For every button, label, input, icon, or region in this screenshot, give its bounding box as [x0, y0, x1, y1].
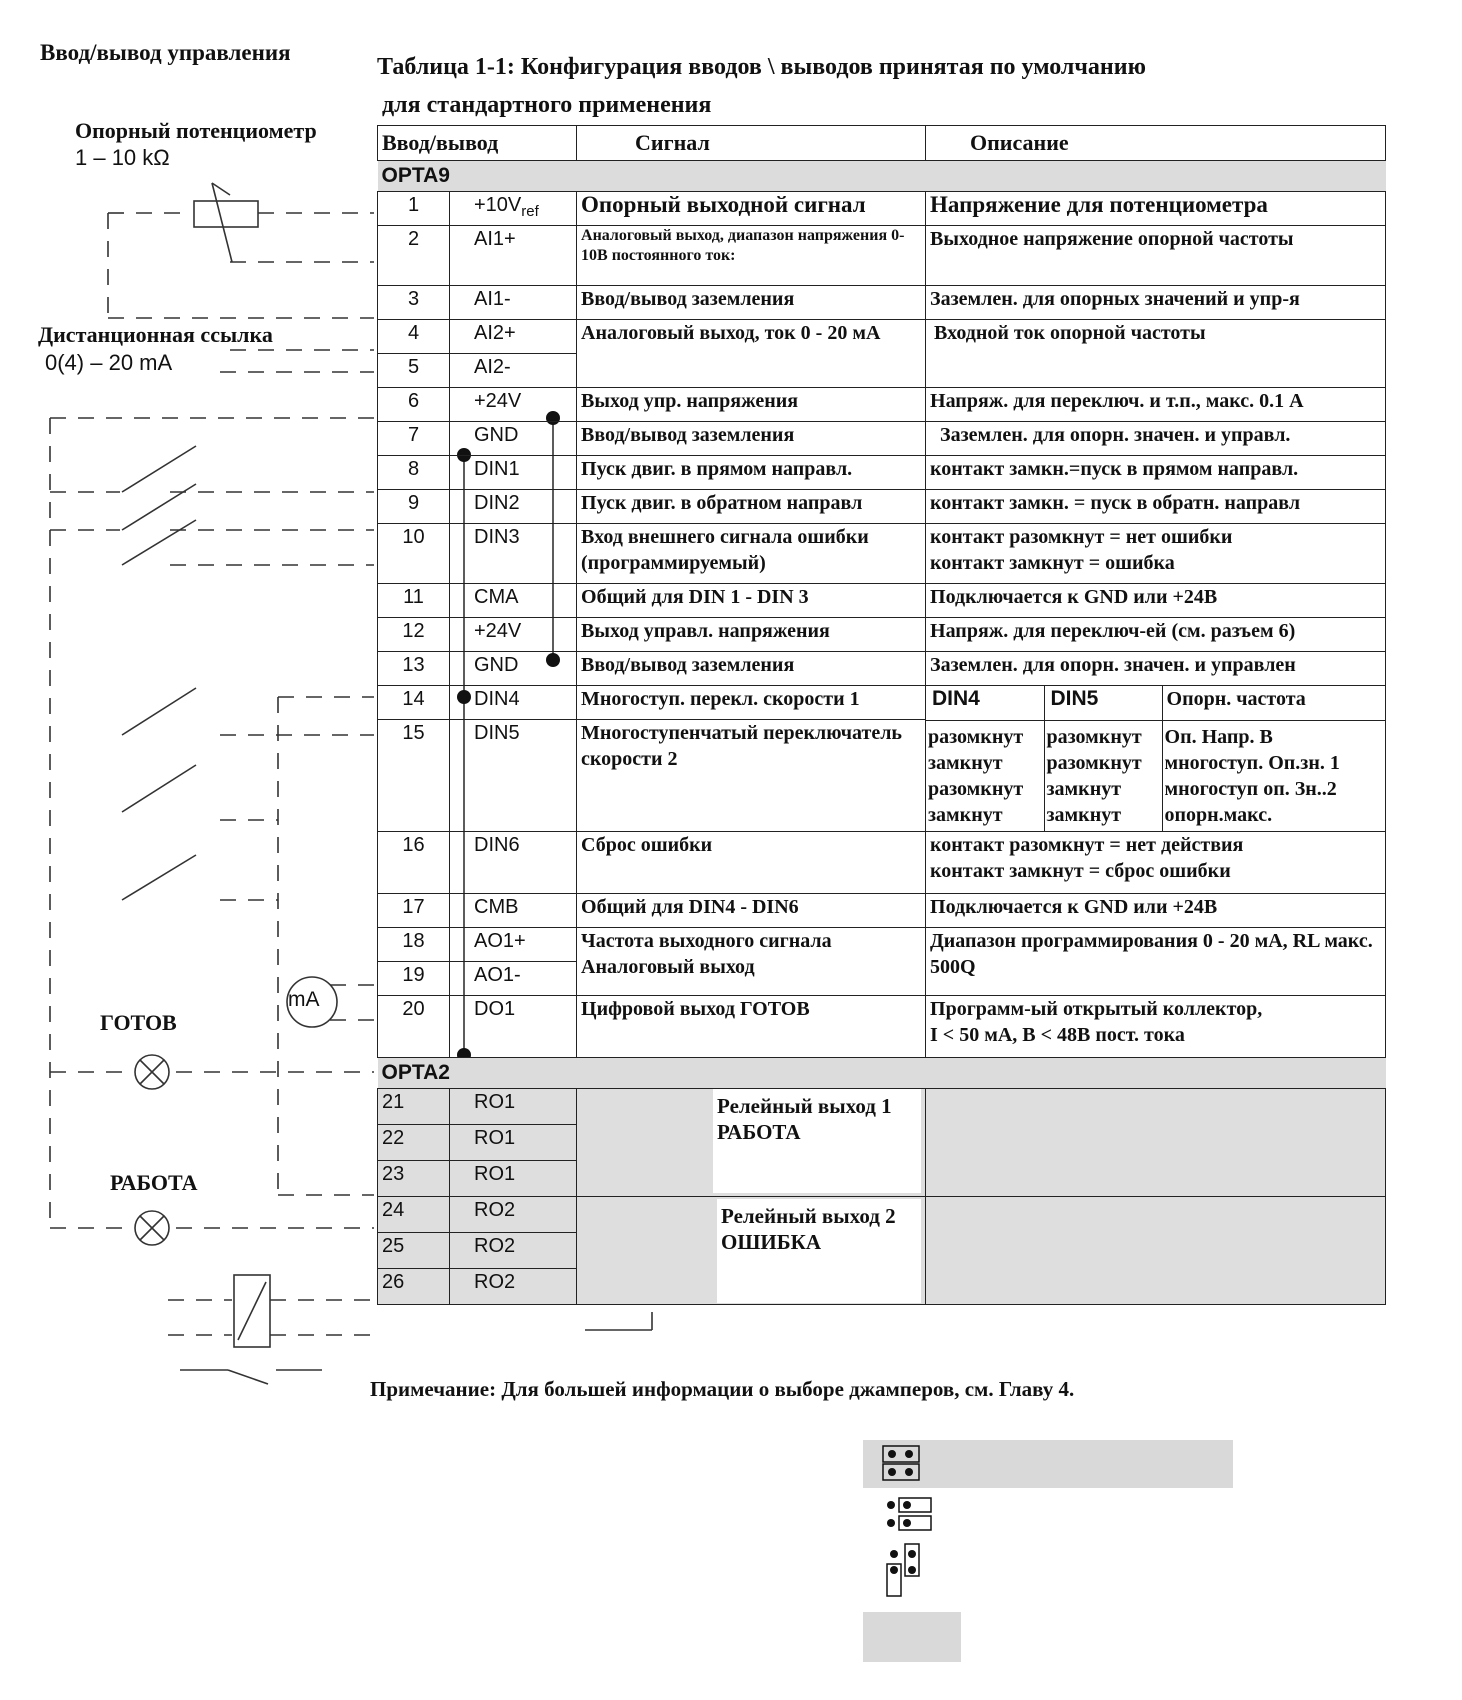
- section-heading: Ввод/вывод управления: [40, 40, 291, 65]
- jumper-horizontal-icon: [863, 1490, 933, 1538]
- table-row: 6 +24V Выход упр. напряжения Напряж. для переключ. и т.п., макс. 0.1 А: [378, 388, 1386, 422]
- table-row: 19 AO1-: [378, 962, 1386, 996]
- ready-label: ГОТОВ: [100, 1010, 177, 1035]
- potentiometer-label: Опорный потенциометр: [75, 118, 317, 143]
- table-row: 2 AI1+ Аналоговый выход, диапазон напряжения 0-10В постоянного ток: Выходное напряжение опорной частоты: [378, 226, 1386, 286]
- section-opta9: OPTA9: [378, 161, 1386, 192]
- table-row: 21 RO1 Релейный выход 1 РАБОТА: [378, 1089, 1386, 1125]
- jumper-legend-row: [863, 1540, 1233, 1600]
- table-row: 11 CMA Общий для DIN 1 - DIN 3 Подключается к GND или +24В: [378, 584, 1386, 618]
- jumper-legend-swatch: [863, 1612, 961, 1662]
- speed-table: DIN4 DIN5 Опорн. частота разомкнут замкнут разомкнут замкнут разомкнут разомкнут замкнут замкнут Оп. Напр. В многоступ. Оп.зн. 1 многоступ оп. Зн..2 опорн.макс.: [926, 686, 1385, 831]
- header-signal: Сигнал: [577, 126, 926, 161]
- relay-output-2: Релейный выход 2 ОШИБКА: [717, 1199, 921, 1303]
- table-row: 17 CMB Общий для DIN4 - DIN6 Подключается к GND или +24В: [378, 894, 1386, 928]
- table-row: 1 $+10V_{ref}$ Опорный выходной сигнал Напряжение для потенциометра: [378, 192, 1386, 226]
- table-row: 9 DIN2 Пуск двиг. в обратном направл контакт замкн. = пуск в обратн. направл: [378, 490, 1386, 524]
- relay-output-1: Релейный выход 1 РАБОТА: [713, 1089, 921, 1193]
- table-row: 10 DIN3 Вход внешнего сигнала ошибки (программируемый) контакт разомкнут = нет ошибки контакт замкнут = ошибка: [378, 524, 1386, 584]
- table-row: 12 +24V Выход управл. напряжения Напряж. для переключ-ей (см. разъем 6): [378, 618, 1386, 652]
- table-row: 18 AO1+ Частота выходного сигнала Аналоговый выход Диапазон программирования 0 - 20 мА, RL макс. 500Q: [378, 928, 1386, 962]
- table-row: 25 RO2: [378, 1233, 1386, 1269]
- table-row: 23 RO1: [378, 1161, 1386, 1197]
- table-row: 16 DIN6 Сброс ошибки контакт разомкнут = нет действия контакт замкнут = сброс ошибки: [378, 832, 1386, 894]
- jumper-vertical-icon: [863, 1540, 933, 1600]
- table-subtitle: для стандартного применения: [382, 92, 712, 118]
- remote-value: 0(4) – 20 mA: [45, 350, 173, 375]
- potentiometer-value: 1 – 10 kΩ: [75, 145, 170, 170]
- table-row: 22 RO1: [378, 1125, 1386, 1161]
- table-title: Таблица 1-1: Конфигурация вводов \ выводов принятая по умолчанию: [377, 54, 1146, 80]
- table-row: 5 AI2-: [378, 354, 1386, 388]
- io-table: [377, 125, 1386, 1305]
- header-io: Ввод/вывод: [378, 126, 577, 161]
- meter-label: mA: [288, 988, 320, 1011]
- jumper-legend-row: [863, 1440, 1233, 1488]
- table-row: 13 GND Ввод/вывод заземления Заземлен. для опорн. значен. и управлен: [378, 652, 1386, 686]
- table-row: 15 DIN5 Многоступенчатый переключатель скорости 2: [378, 720, 1386, 832]
- table-row: 7 GND Ввод/вывод заземления Заземлен. для опорн. значен. и управл.: [378, 422, 1386, 456]
- table-row: 20 DO1 Цифровой выход ГОТОВ Программ-ый открытый коллектор, I < 50 мА, В < 48В пост. тока: [378, 996, 1386, 1058]
- table-header: [378, 126, 1386, 161]
- header-description: Описание: [926, 126, 1386, 161]
- table-row: 24 RO2 Релейный выход 2 ОШИБКА: [378, 1197, 1386, 1233]
- table-row: 4 AI2+ Аналоговый выход, ток 0 - 20 мА Входной ток опорной частоты: [378, 320, 1386, 354]
- footnote: Примечание: Для большей информации о выборе джамперов, см. Главу 4.: [370, 1377, 1075, 1401]
- run-label: РАБОТА: [110, 1170, 198, 1195]
- jumper-legend-row: [863, 1490, 1233, 1538]
- table-row: 3 AI1- Ввод/вывод заземления Заземлен. для опорных значений и упр-я: [378, 286, 1386, 320]
- jumper-pins-icon: [863, 1440, 923, 1488]
- section-opta2: OPTA2: [378, 1058, 1386, 1089]
- table-row: 8 DIN1 Пуск двиг. в прямом направл. контакт замкн.=пуск в прямом направл.: [378, 456, 1386, 490]
- remote-label: Дистанционная ссылка: [38, 322, 273, 347]
- table-row: 14 DIN4 Многоступ. перекл. скорости 1 DIN4 DIN5 Опорн. частота разомкнут замкнут разомкнут замкнут разомкнут разомкнут замкнут замкнут Оп. Напр. В многоступ. Оп.зн. 1 многоступ оп. Зн..2 опорн.макс.: [378, 686, 1386, 720]
- table-row: 26 RO2: [378, 1269, 1386, 1305]
